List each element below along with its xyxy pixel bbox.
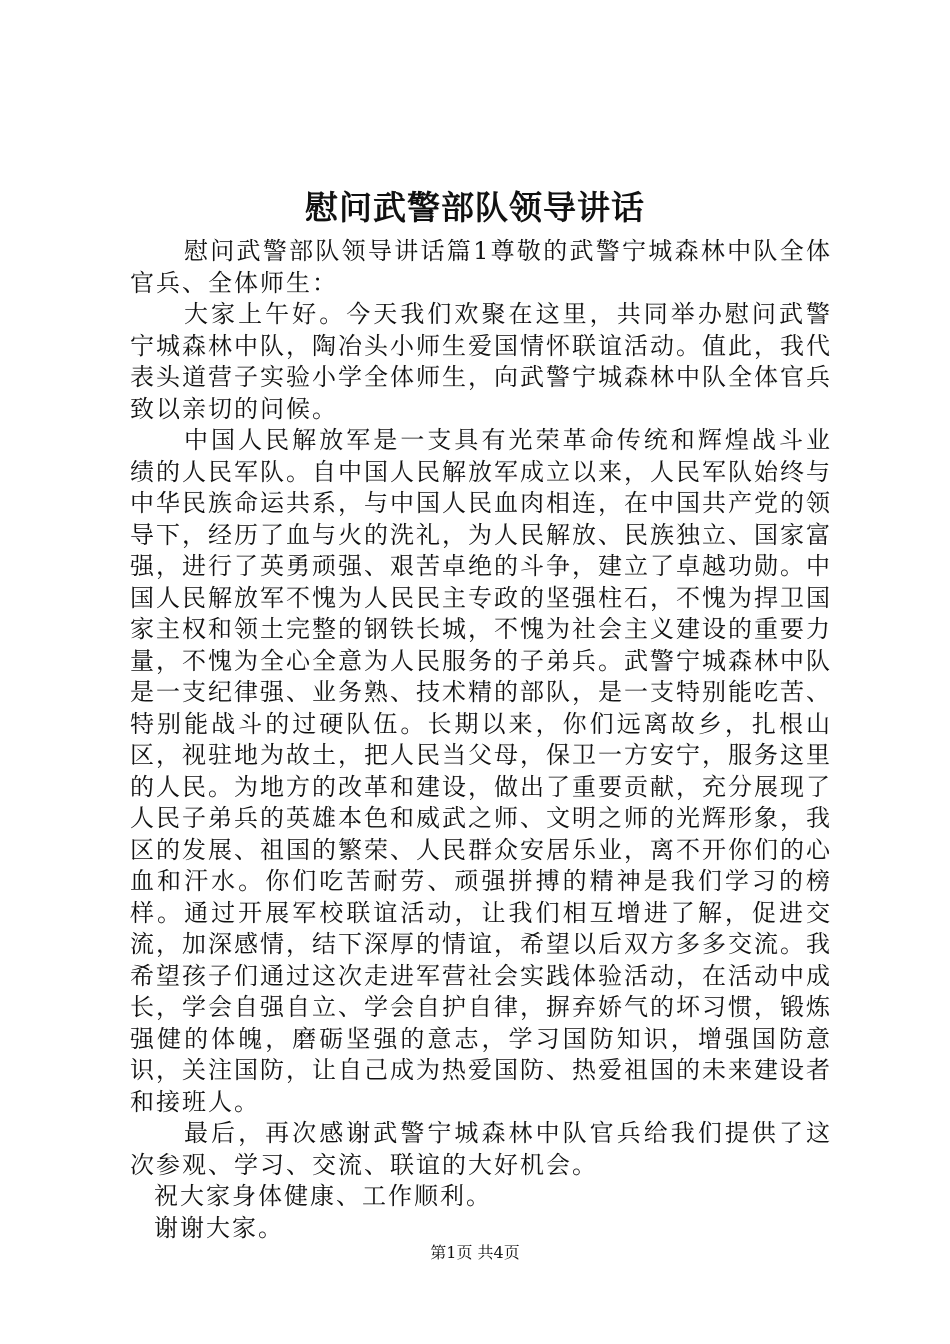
paragraph-closing: 谢谢大家。: [154, 1213, 284, 1242]
paragraph-wishes: 祝大家身体健康、工作顺利。: [154, 1182, 492, 1210]
paragraph-main: 中国人民解放军是一支具有光荣革命传统和辉煌战斗业绩的人民军队。自中国人民解放军成立以来，人民军队始终与中华民族命运共系，与中国人民血肉相连，在中国共产党的领导下，经历了血与火的洗礼，为人民解放、民族独立、国家富强，进行了英勇顽强、艰苦卓绝的斗争，建立了卓越功勋。中国人民解放军不愧为人民民主专政的坚强柱石，不愧为捍卫国家主权和领土完整的钢铁长城，不愧为社会主义建设的重要力量，不愧为全心全意为人民服务的子弟兵。武警宁城森林中队是一支纪律强、业务熟、技术精的部队，是一支特别能吃苦、特别能战斗的过硬队伍。长期以来，你们远离故乡，扎根山区，视驻地为故土，把人民当父母，保卫一方安宁，服务这里的人民。为地方的改革和建设，做出了重要贡献，充分展现了人民子弟兵的英雄本色和威武之师、文明之师的光辉形象，我区的发展、祖国的繁荣、人民群众安居乐业，离不开你们的心血和汗水。你们吃苦耐劳、顽强拼搏的精神是我们学习的榜样。通过开展军校联谊活动，让我们相互增进了解，促进交流，加深感情，结下深厚的情谊，希望以后双方多多交流。我希望孩子们通过这次走进军营社会实践体验活动，在活动中成长，学会自强自立、学会自护自律，摒弃娇气的坏习惯，锻炼强健的体魄，磨砺坚强的意志，学习国防知识，增强国防意识，关注国防，让自己成为热爱国防、热爱祖国的未来建设者和接班人。: [130, 426, 832, 1116]
document-body: [130, 236, 832, 1244]
page-number: 第1页 共4页: [430, 1243, 520, 1262]
paragraph-greeting: 慰问武警部队领导讲话篇1尊敬的武警宁城森林中队全体官兵、全体师生：: [130, 237, 832, 297]
document-title: 慰问武警部队领导讲话: [305, 188, 645, 227]
paragraph-opening: 大家上午好。今天我们欢聚在这里，共同举办慰问武警宁城森林中队，陶冶头小师生爱国情怀联谊活动。值此，我代表头道营子实验小学全体师生，向武警宁城森林中队全体官兵致以亲切的问候。: [130, 300, 832, 423]
paragraph-thanks: 最后，再次感谢武警宁城森林中队官兵给我们提供了这次参观、学习、交流、联谊的大好机会。: [130, 1119, 832, 1179]
